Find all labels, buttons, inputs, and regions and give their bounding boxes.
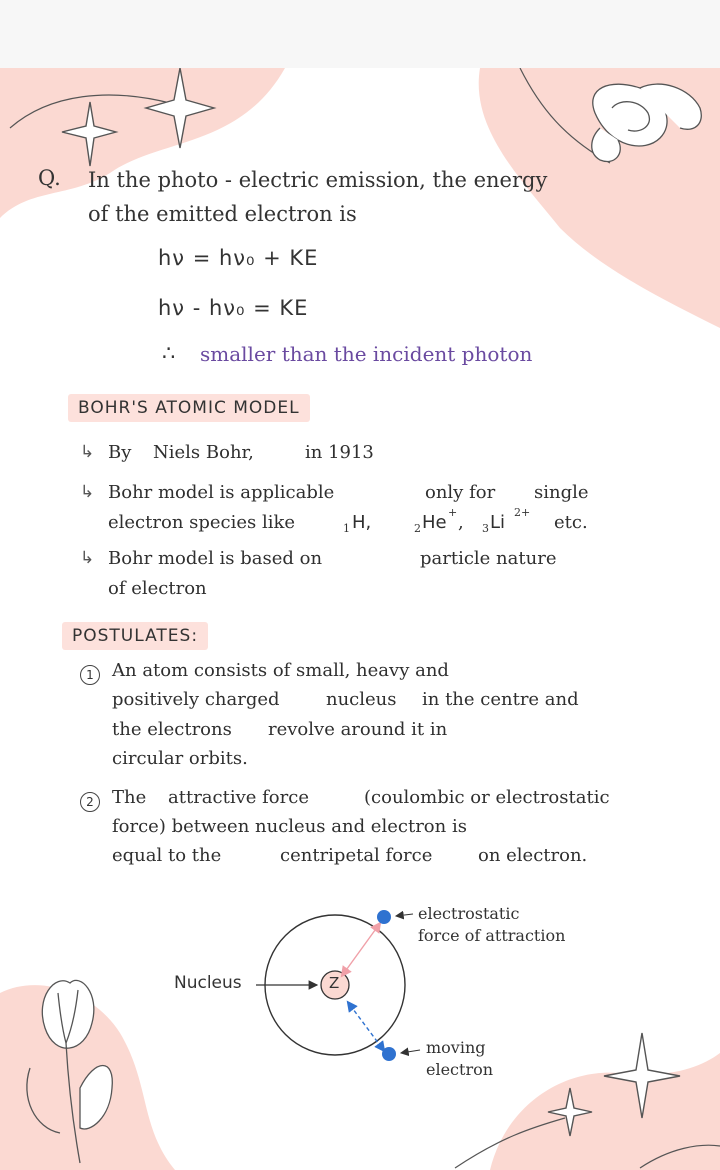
electron-bottom — [382, 1047, 396, 1061]
bullet3-b: particle nature — [420, 548, 557, 569]
postulate2-line1c: (coulombic or electrostatic — [364, 787, 610, 808]
centripetal-arrow — [350, 1005, 382, 1048]
postulate2-equal-to-the: equal to the — [112, 845, 222, 866]
postulate2-line2: force) between nucleus and electron is — [112, 816, 467, 837]
conclusion-text: smaller than the incident photon — [200, 342, 533, 366]
postulate2-the: The — [112, 787, 147, 808]
species-etc: etc. — [554, 512, 588, 533]
bullet-arrow-icon: ↳ — [80, 482, 95, 502]
electrostatic-pointer — [396, 914, 413, 916]
bullet2-a: Bohr model is applicable — [108, 482, 335, 503]
question-prefix: Q. — [38, 166, 61, 190]
postulate1-electrons: the electrons — [112, 719, 232, 740]
attraction-arrow — [344, 926, 378, 973]
species2-comma: , — [458, 512, 464, 533]
note-sheet — [0, 68, 720, 1170]
nucleus-label: Nucleus — [174, 973, 242, 993]
formula-2: hν - hν₀ = KE — [158, 296, 309, 320]
bullet2-b: only for — [425, 482, 496, 503]
atom-diagram — [0, 68, 720, 1170]
postulate2-line3c: on electron. — [478, 845, 588, 866]
species2: He — [422, 512, 447, 533]
postulate1-line2a: positively charged — [112, 689, 280, 710]
bullet-arrow-icon: ↳ — [80, 548, 95, 568]
bullet1-a: By — [108, 442, 132, 463]
postulate1-line2c: in the centre and — [422, 689, 579, 710]
electrostatic-label-1: electrostatic — [418, 904, 520, 923]
postulate1-nucleus: nucleus — [326, 689, 397, 710]
postulate2-attractive-force: attractive force — [168, 787, 309, 808]
question-line-2: of the emitted electron is — [88, 202, 357, 226]
postulate1-line1: An atom consists of small, heavy and — [112, 660, 449, 681]
bullet2-line2: electron species like — [108, 512, 296, 533]
moving-label-1: moving — [426, 1038, 486, 1057]
moving-pointer — [401, 1050, 420, 1053]
postulate2-centripetal-force: centripetal force — [280, 845, 433, 866]
therefore-symbol: ∴ — [162, 341, 177, 365]
bullet2-c: single — [534, 482, 589, 503]
bullet3-a: Bohr model is based on — [108, 548, 323, 569]
bullet1-b: Niels Bohr, — [153, 442, 254, 463]
nucleus-symbol: Z — [329, 974, 340, 992]
bullet1-c: in 1913 — [305, 442, 374, 463]
bohr-heading: BOHR'S ATOMIC MODEL — [68, 394, 310, 422]
species3: Li — [490, 512, 506, 533]
moving-label-2: electron — [426, 1060, 494, 1079]
species3-charge: 2+ — [514, 506, 531, 519]
species3-prefix: 3 — [482, 522, 489, 535]
bullet-arrow-icon: ↳ — [80, 442, 95, 462]
species2-prefix: 2 — [414, 522, 421, 535]
electron-top — [377, 910, 391, 924]
postulate1-line4: circular orbits. — [112, 748, 248, 769]
postulate-2-number: 2 — [80, 792, 100, 812]
formula-1: hν = hν₀ + KE — [158, 246, 319, 270]
species2-charge: + — [448, 506, 458, 519]
postulate-1-number: 1 — [80, 665, 100, 685]
species1: H, — [352, 512, 372, 533]
postulate1-line3b: revolve around it in — [268, 719, 448, 740]
question-line-1: In the photo - electric emission, the energy — [88, 168, 548, 192]
species1-prefix: 1 — [343, 522, 350, 535]
bullet3-line2: of electron — [108, 578, 207, 599]
electrostatic-label-2: force of attraction — [418, 926, 566, 945]
postulates-heading: POSTULATES: — [62, 622, 208, 650]
